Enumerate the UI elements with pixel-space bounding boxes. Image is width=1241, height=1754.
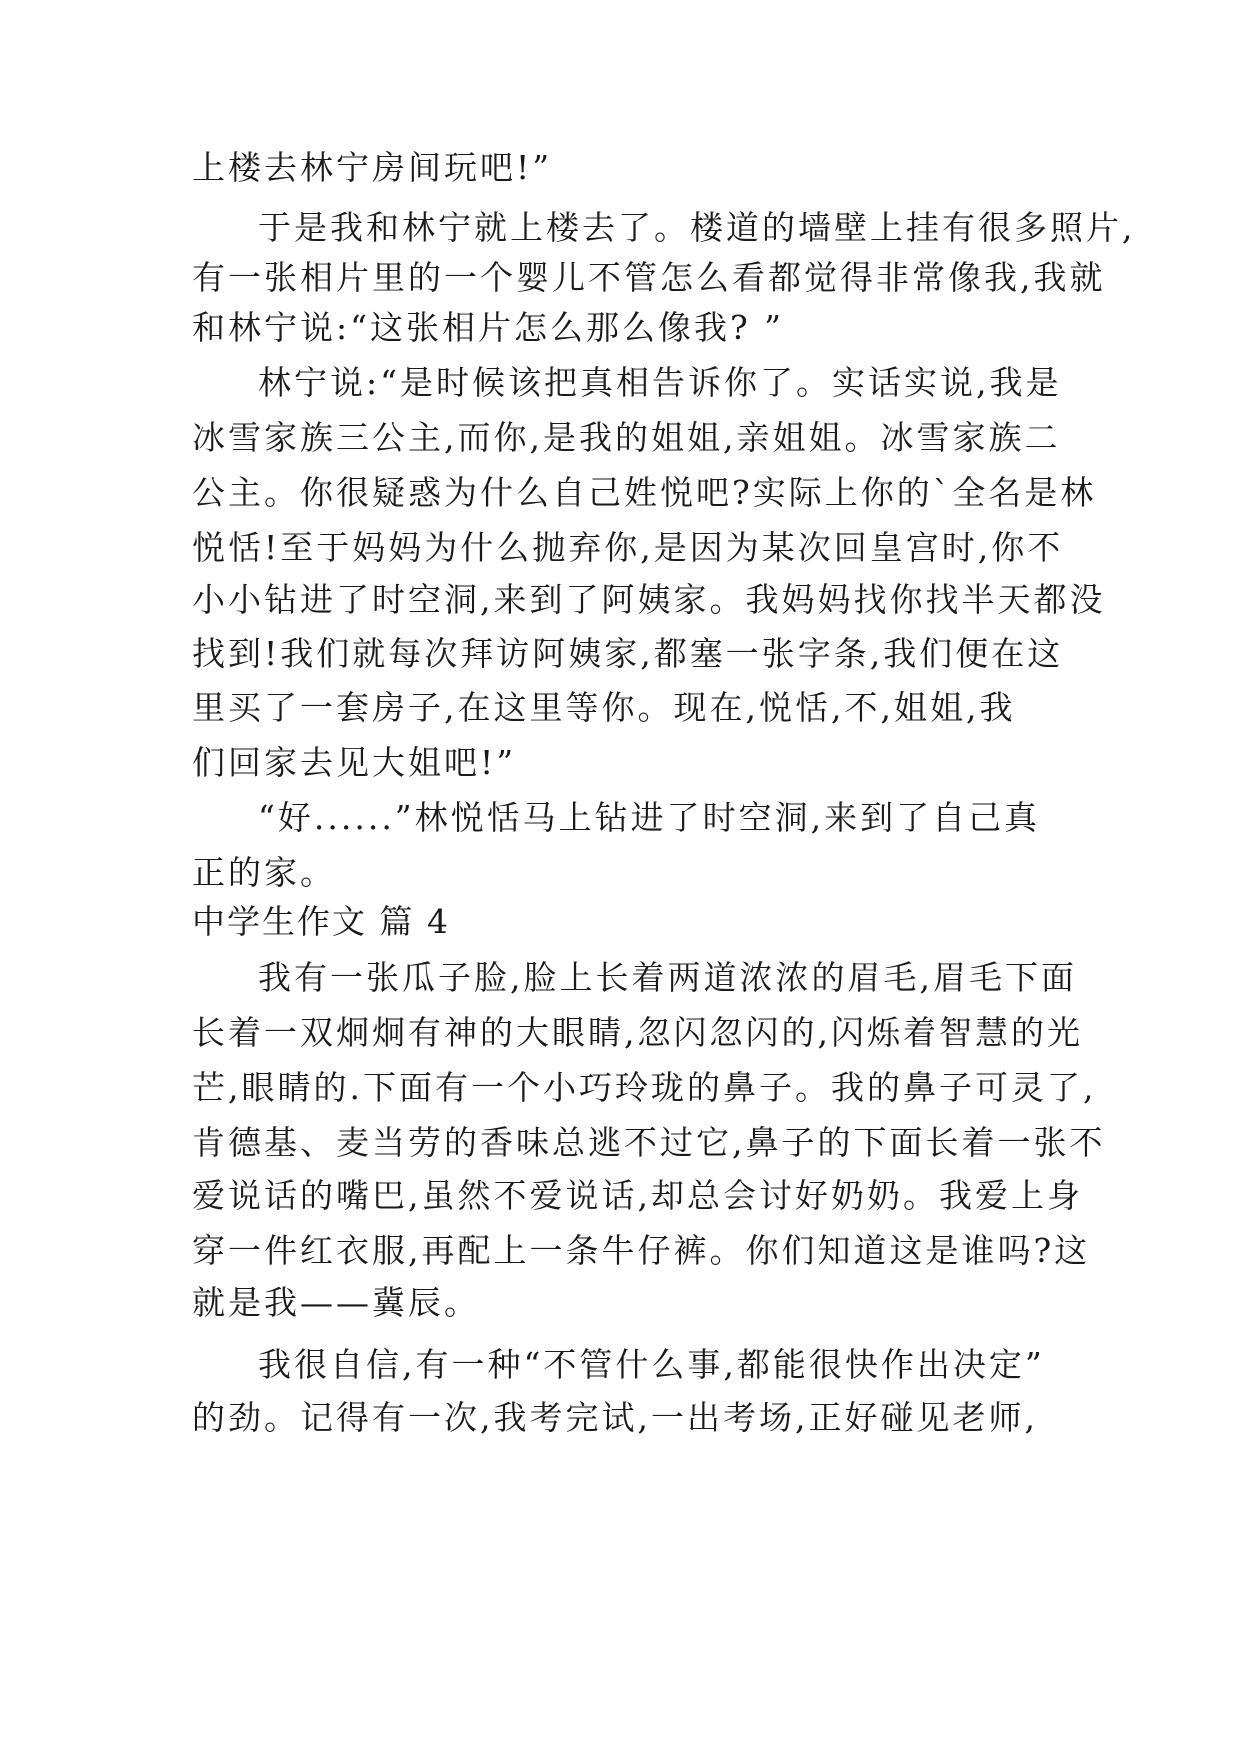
text-line: 就是我——冀辰。 — [192, 1283, 480, 1322]
text-line: 爱说话的嘴巴,虽然不爱说话,却总会讨好奶奶。我爱上身 — [192, 1176, 1083, 1215]
text-line: 里买了一套房子,在这里等你。现在,悦恬,不,姐姐,我 — [192, 688, 1016, 727]
text-line: 小小钻进了时空洞,来到了阿姨家。我妈妈找你找半天都没 — [192, 580, 1106, 619]
paragraph-first-line: 我有一张瓜子脸,脸上长着两道浓浓的眉毛,眉毛下面 — [258, 958, 1077, 997]
text-line: 和林宁说:“这张相片怎么那么像我? ” — [192, 308, 785, 347]
text-line: 有一张相片里的一个婴儿不管怎么看都觉得非常像我,我就 — [192, 258, 1106, 297]
paragraph-first-line: 林宁说:“是时候该把真相告诉你了。实话实说,我是 — [258, 363, 1062, 402]
text-line: 冰雪家族三公主,而你,是我的姐姐,亲姐姐。冰雪家族二 — [192, 418, 1061, 457]
text-line: 找到!我们就每次拜访阿姨家,都塞一张字条,我们便在这 — [192, 634, 1064, 673]
text-line: 穿一件红衣服,再配上一条牛仔裤。你们知道这是谁吗?这 — [192, 1231, 1091, 1270]
text-line: 长着一双炯炯有神的大眼睛,忽闪忽闪的,闪烁着智慧的光 — [192, 1013, 1083, 1052]
text-line: 肯德基、麦当劳的香味总逃不过它,鼻子的下面长着一张不 — [192, 1123, 1106, 1162]
text-line: 芒,眼睛的.下面有一个小巧玲珑的鼻子。我的鼻子可灵了, — [192, 1068, 1097, 1107]
paragraph-first-line: 我很自信,有一种“不管什么事,都能很快作出决定” — [258, 1345, 1045, 1384]
text-line: 公主。你很疑惑为什么自己姓悦吧?实际上你的`全名是林 — [192, 473, 1097, 512]
text-line: 正的家。 — [192, 853, 336, 892]
text-line: 上楼去林宁房间玩吧!” — [192, 148, 553, 187]
paragraph-first-line: 于是我和林宁就上楼去了。楼道的墙壁上挂有很多照片, — [258, 208, 1136, 247]
paragraph-first-line: “好......”林悦恬马上钻进了时空洞,来到了自己真 — [258, 798, 1041, 837]
text-line: 们回家去见大姐吧!” — [192, 743, 517, 782]
text-line: 的劲。记得有一次,我考完试,一出考场,正好碰见老师, — [192, 1398, 1038, 1437]
section-heading: 中学生作文 篇 4 — [192, 902, 450, 941]
text-line: 悦恬!至于妈妈为什么抛弃你,是因为某次回皇宫时,你不 — [192, 528, 1064, 567]
